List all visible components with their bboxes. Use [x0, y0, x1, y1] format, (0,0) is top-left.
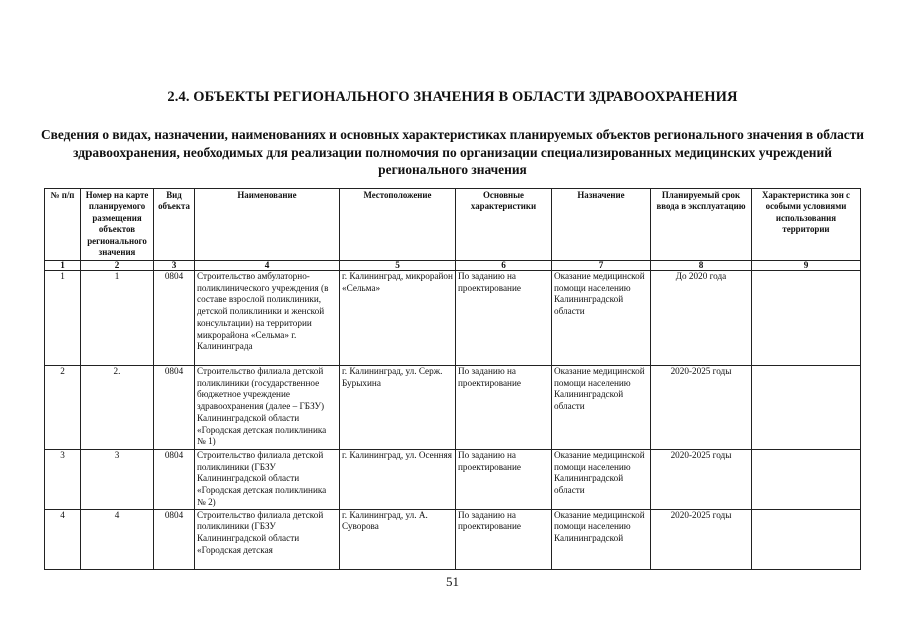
header-cell-number: № п/п — [45, 189, 81, 261]
object-type: 0804 — [154, 366, 195, 450]
object-characteristics: По заданию на проектирование — [456, 271, 552, 366]
object-type: 0804 — [154, 450, 195, 510]
object-characteristics: По заданию на проектирование — [456, 509, 552, 569]
map-number: 3 — [81, 450, 154, 510]
column-number: 2 — [81, 261, 154, 271]
header-cell-location: Местоположение — [340, 189, 456, 261]
column-number: 1 — [45, 261, 81, 271]
object-location: г. Калининград, ул. Серж. Бурыхина — [340, 366, 456, 450]
object-name: Строительство филиала детской поликлиники (ГБЗУ Калининградской области «Городская детская поликлиника № 2) — [195, 450, 340, 510]
column-number-row — [45, 261, 861, 271]
commissioning-term: 2020-2025 годы — [651, 509, 752, 569]
column-number: 6 — [456, 261, 552, 271]
header-cell-map-number: Номер на карте планируемого размещения объектов регионального значения — [81, 189, 154, 261]
map-number: 4 — [81, 509, 154, 569]
column-number: 9 — [752, 261, 861, 271]
section-heading: 2.4. ОБЪЕКТЫ РЕГИОНАЛЬНОГО ЗНАЧЕНИЯ В ОБЛАСТИ ЗДРАВООХРАНЕНИЯ — [167, 89, 738, 105]
objects-table — [44, 188, 861, 570]
column-number: 3 — [154, 261, 195, 271]
object-type: 0804 — [154, 271, 195, 366]
commissioning-term: До 2020 года — [651, 271, 752, 366]
map-number: 1 — [81, 271, 154, 366]
map-number: 2. — [81, 366, 154, 450]
object-purpose: Оказание медицинской помощи населению Калининградской — [552, 509, 651, 569]
row-number: 1 — [45, 271, 81, 366]
object-purpose: Оказание медицинской помощи населению Калининградской области — [552, 366, 651, 450]
row-number: 4 — [45, 509, 81, 569]
object-characteristics: По заданию на проектирование — [456, 366, 552, 450]
table-row — [45, 271, 861, 366]
zone-characteristics — [752, 509, 861, 569]
object-location: г. Калининград, ул. Осенняя — [340, 450, 456, 510]
row-number: 2 — [45, 366, 81, 450]
zone-characteristics — [752, 271, 861, 366]
header-cell-purpose: Назначение — [552, 189, 651, 261]
commissioning-term: 2020-2025 годы — [651, 450, 752, 510]
object-characteristics: По заданию на проектирование — [456, 450, 552, 510]
object-location: г. Калининград, микрорайон «Сельма» — [340, 271, 456, 366]
page-number: 51 — [446, 574, 459, 589]
zone-characteristics — [752, 366, 861, 450]
object-purpose: Оказание медицинской помощи населению Калининградской области — [552, 450, 651, 510]
commissioning-term: 2020-2025 годы — [651, 366, 752, 450]
table-caption: Сведения о видах, назначении, наименованиях и основных характеристиках планируемых объектов регионального значения в области здравоохранения, необходимых для реализации полномочия по организации специализированных медицинских учреждений регионального значения — [40, 127, 865, 177]
header-cell-name: Наименование — [195, 189, 340, 261]
row-number: 3 — [45, 450, 81, 510]
column-number: 8 — [651, 261, 752, 271]
header-cell-characteristics: Основные характеристики — [456, 189, 552, 261]
object-type: 0804 — [154, 509, 195, 569]
object-name: Строительство филиала детской поликлиники (государственное бюджетное учреждение здравоохранения (далее – ГБЗУ) Калининградской области «Городская детская поликлиника № 1) — [195, 366, 340, 450]
column-number: 7 — [552, 261, 651, 271]
object-location: г. Калининград, ул. А. Суворова — [340, 509, 456, 569]
table-row — [45, 450, 861, 510]
header-cell-object-type: Вид объекта — [154, 189, 195, 261]
table-header-row — [45, 189, 861, 261]
header-cell-zones: Характеристика зон с особыми условиями использования территории — [752, 189, 861, 261]
table-row — [45, 509, 861, 569]
column-number: 5 — [340, 261, 456, 271]
zone-characteristics — [752, 450, 861, 510]
object-name: Строительство амбулаторно-поликлинического учреждения (в составе взрослой поликлиники, детской поликлиники и женской консультации) на территории микрорайона «Сельма» г. Калининграда — [195, 271, 340, 366]
object-name: Строительство филиала детской поликлиники (ГБЗУ Калининградской области «Городская детская — [195, 509, 340, 569]
object-purpose: Оказание медицинской помощи населению Калининградской области — [552, 271, 651, 366]
table-row — [45, 366, 861, 450]
header-cell-term: Планируемый срок ввода в эксплуатацию — [651, 189, 752, 261]
column-number: 4 — [195, 261, 340, 271]
